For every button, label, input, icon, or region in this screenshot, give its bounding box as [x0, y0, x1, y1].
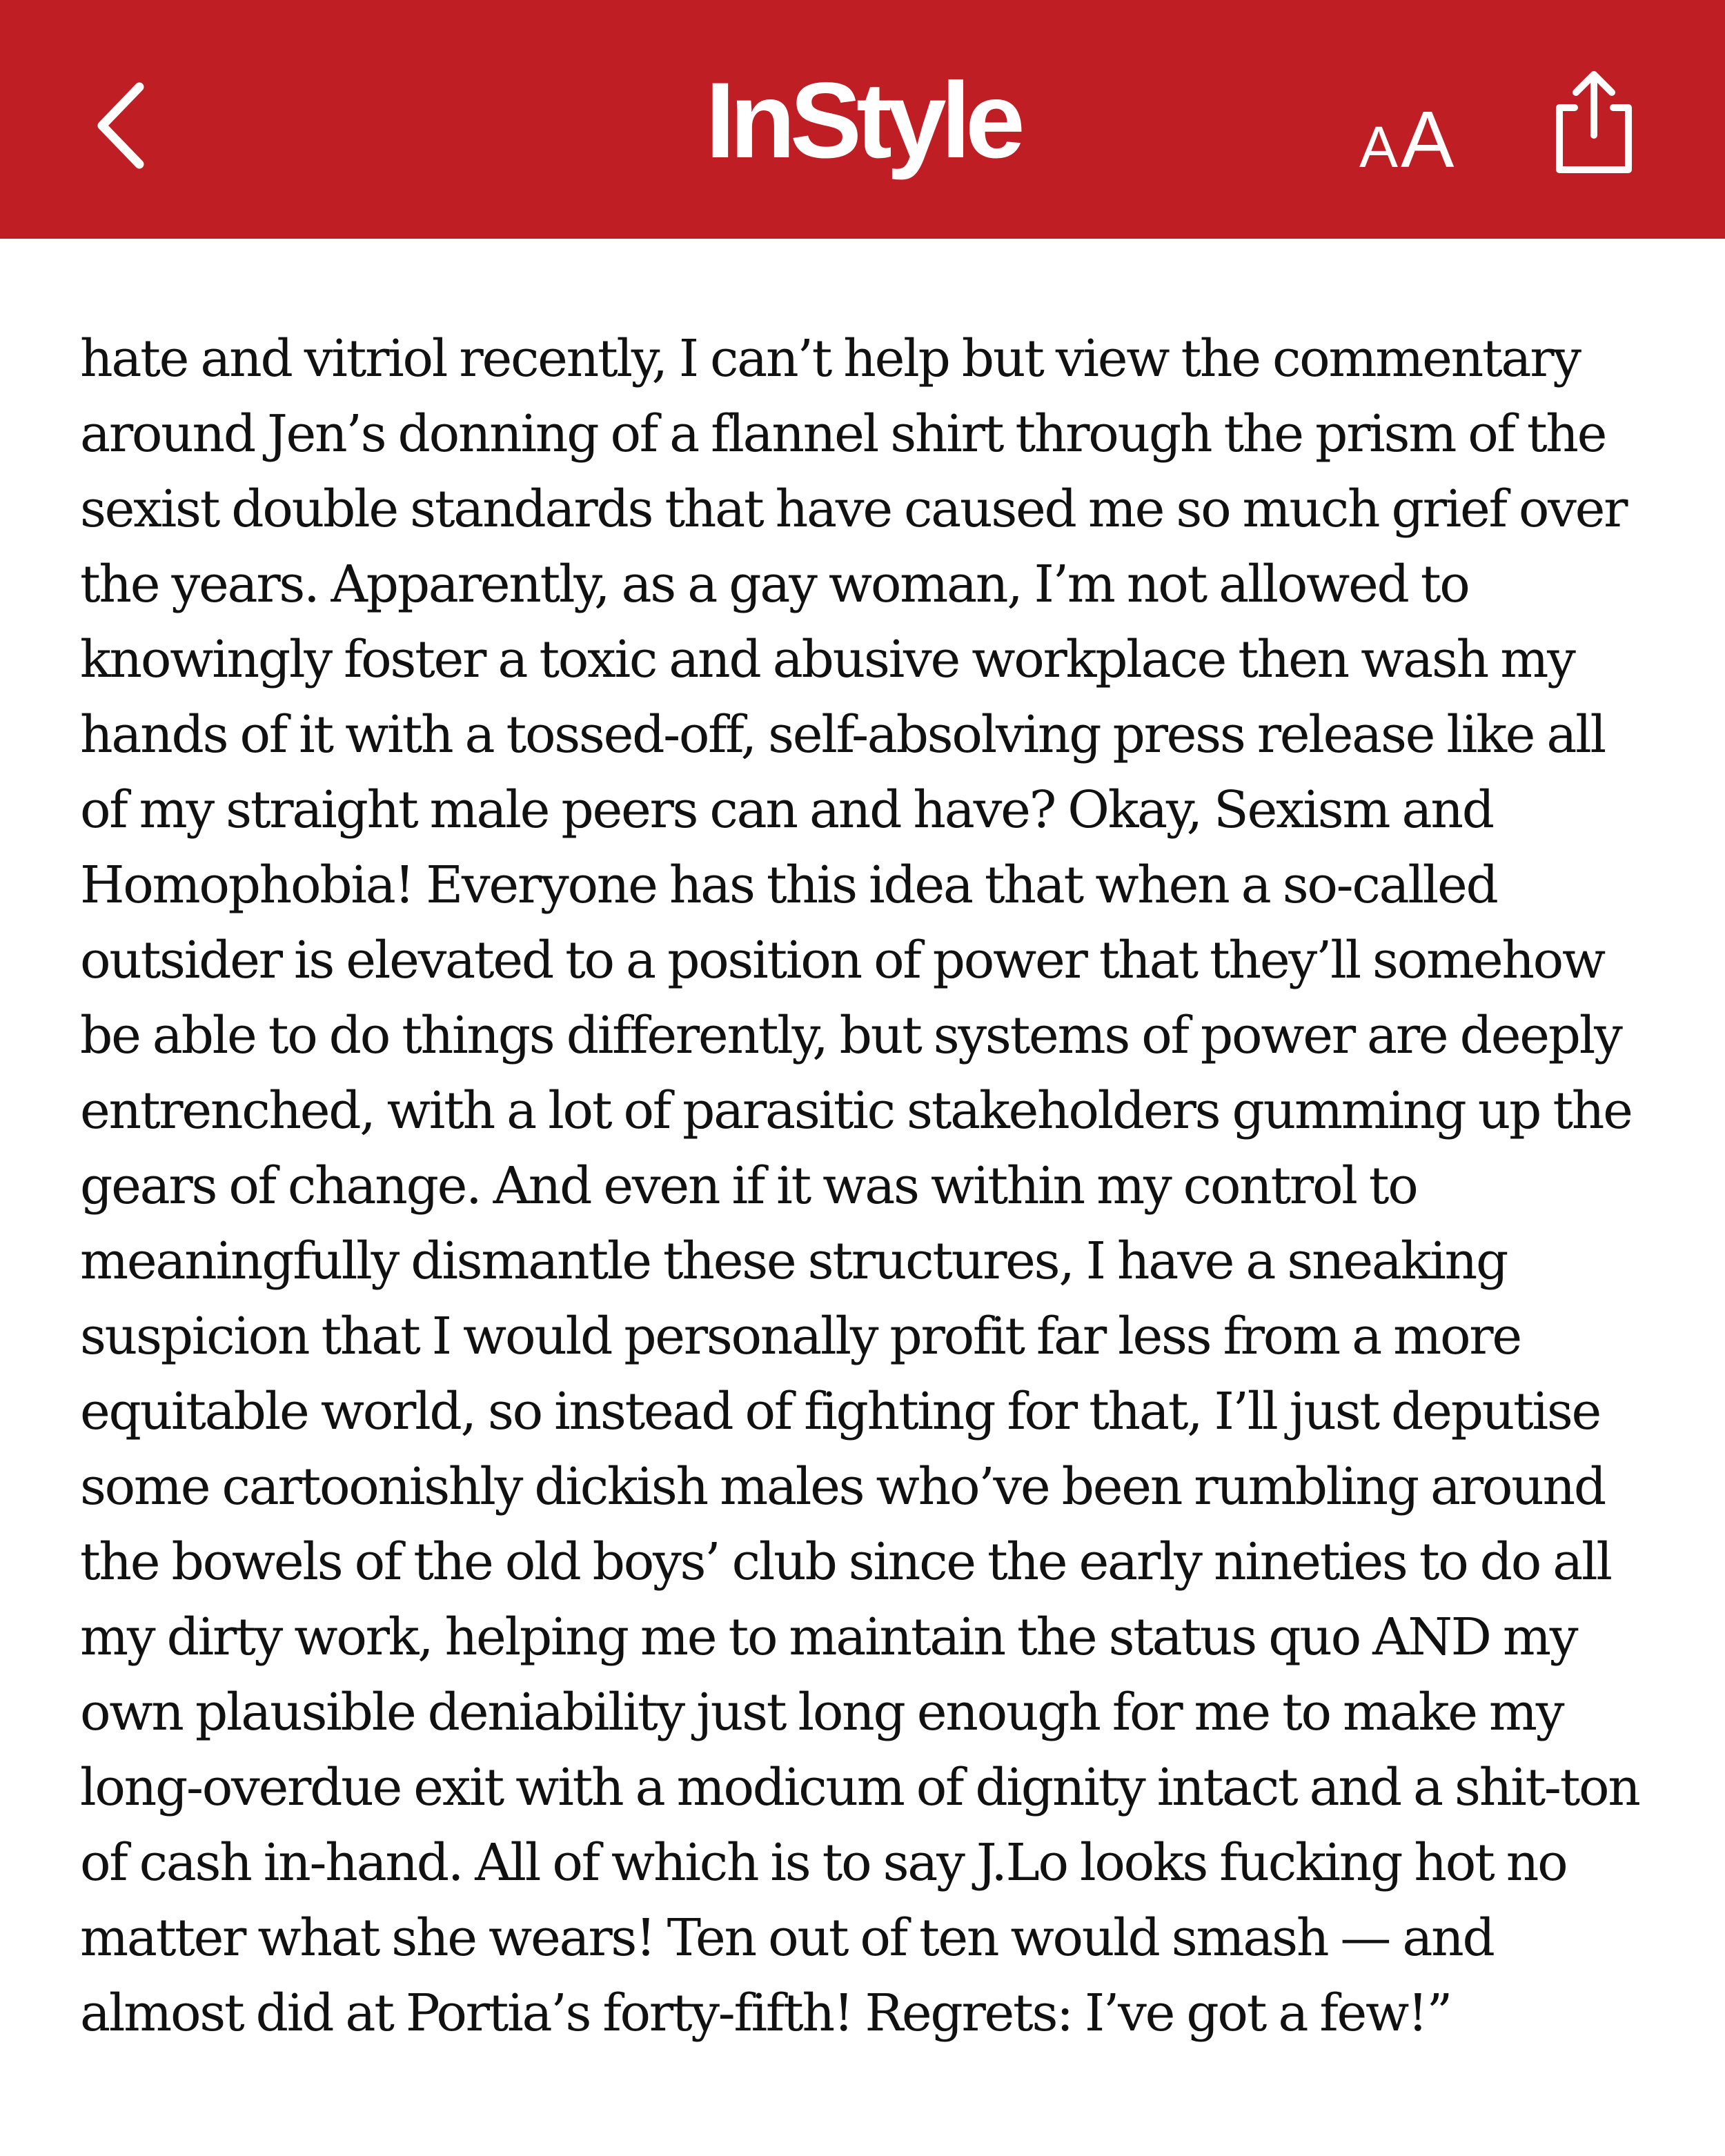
share-button[interactable] — [1546, 66, 1642, 177]
text-size-button[interactable] — [1359, 93, 1477, 184]
text-size-small-glyph: A — [1359, 115, 1399, 179]
share-icon — [1546, 66, 1642, 177]
app-header — [0, 0, 1725, 239]
instyle-logo[interactable]: InStyle — [705, 61, 1020, 181]
article-body: hate and vitriol recently, I can’t help but view the commentary around Jen’s donning of a flannel shirt through the prism of the sexist double standards that have caused me so much grief over the years. Apparently, as a gay woman, I’m not allowed to knowingly foster a toxic and abusive workplace then wash my hands of it with a tossed-off, self-absolving press release like all of my straight male peers can and have? Okay, Sexism and Homophobia! Everyone has this idea that when a so-called outsider is elevated to a position of power that they’ll somehow be able to do things differently, but systems of power are deeply entrenched, with a lot of parasitic stakeholders gumming up the gears of change. And even if it was within my control to meaningfully dismantle these structures, I have a sneaking suspicion that I would personally profit far less from a more equitable world, so instead of fighting for that, I’ll just deputise some cartoonishly dickish males who’ve been rumbling around the bowels of the old boys’ club since the early nineties to do all my dirty work, helping me to maintain the status quo AND my own plausible deniability just long enough for me to make my long-overdue exit with a modicum of dignity intact and a shit-ton of cash in-hand. All of which is to say J.Lo looks fucking hot no matter what she wears! Ten out of ten would smash — and almost did at Portia’s forty-fifth! Regrets: I’ve got a few!” — [80, 329, 1639, 2043]
text-size-large-glyph: A — [1401, 95, 1455, 184]
